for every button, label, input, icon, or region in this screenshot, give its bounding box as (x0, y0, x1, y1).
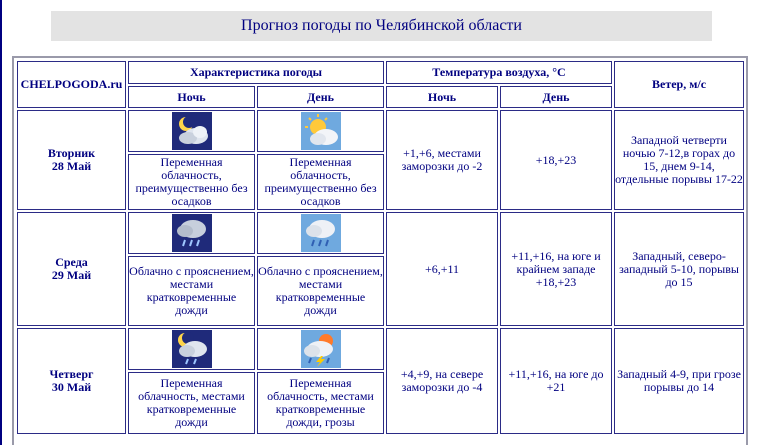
moon-rain-cloud-icon (172, 330, 212, 368)
weekday: Четверг (49, 367, 94, 381)
forecast-table (15, 59, 746, 436)
day-label (17, 110, 126, 210)
date: 29 Май (51, 268, 92, 282)
day-label (17, 328, 126, 434)
wind: Западный 4-9, при грозе порывы до 14 (614, 328, 744, 434)
temp-day: +11,+16, на юге до +21 (500, 328, 612, 434)
wind: Западный, северо-западный 5-10, порывы до 15 (614, 212, 744, 326)
site-brand: CHELPOGODA.ru (17, 61, 126, 108)
day-description: Переменная облачность, преимущественно без осадков (257, 154, 384, 210)
header-wind: Ветер, м/с (614, 61, 744, 108)
day-description: Переменная облачность, местами кратковременные дожди, грозы (257, 372, 384, 434)
wind: Западной четверти ночью 7-12,в горах до 15, днем 9-14, отдельные порывы 17-22 (614, 110, 744, 210)
page-title: Прогноз погоды по Челябинской области (51, 11, 712, 41)
moon-cloud-icon (172, 112, 212, 150)
rain-cloud-icon (172, 214, 212, 252)
day-description: Облачно с прояснением, местами кратковременные дожди (257, 256, 384, 326)
night-description: Переменная облачность, местами кратковременные дожди (128, 372, 255, 434)
header-temp-day: День (500, 86, 612, 108)
header-weather-day: День (257, 86, 384, 108)
header-air-temperature: Температура воздуха, °С (386, 61, 612, 84)
temp-night: +1,+6, местами заморозки до -2 (386, 110, 498, 210)
date: 28 Май (51, 159, 92, 173)
sun-thunder-rain-icon (301, 330, 341, 368)
temp-day: +18,+23 (500, 110, 612, 210)
day-label (17, 212, 126, 326)
weekday: Среда (55, 255, 88, 269)
date: 30 Май (51, 380, 92, 394)
temp-day: +11,+16, на юге и крайнем западе +18,+23 (500, 212, 612, 326)
day-icon-cell (257, 212, 384, 254)
day-icon-cell (257, 328, 384, 370)
temp-night: +4,+9, на севере заморозки до -4 (386, 328, 498, 434)
night-icon-cell (128, 110, 255, 152)
night-description: Переменная облачность, преимущественно без осадков (128, 154, 255, 210)
temp-night: +6,+11 (386, 212, 498, 326)
header-temp-night: Ночь (386, 86, 498, 108)
rain-cloud-icon (301, 214, 341, 252)
sun-cloud-icon (301, 112, 341, 150)
night-icon-cell (128, 328, 255, 370)
weekday: Вторник (47, 146, 96, 160)
left-border-rule (0, 0, 2, 445)
night-icon-cell (128, 212, 255, 254)
header-weather-characteristics: Характеристика погоды (128, 61, 384, 84)
header-weather-night: Ночь (128, 86, 255, 108)
day-icon-cell (257, 110, 384, 152)
night-description: Облачно с прояснением, местами кратковременные дожди (128, 256, 255, 326)
